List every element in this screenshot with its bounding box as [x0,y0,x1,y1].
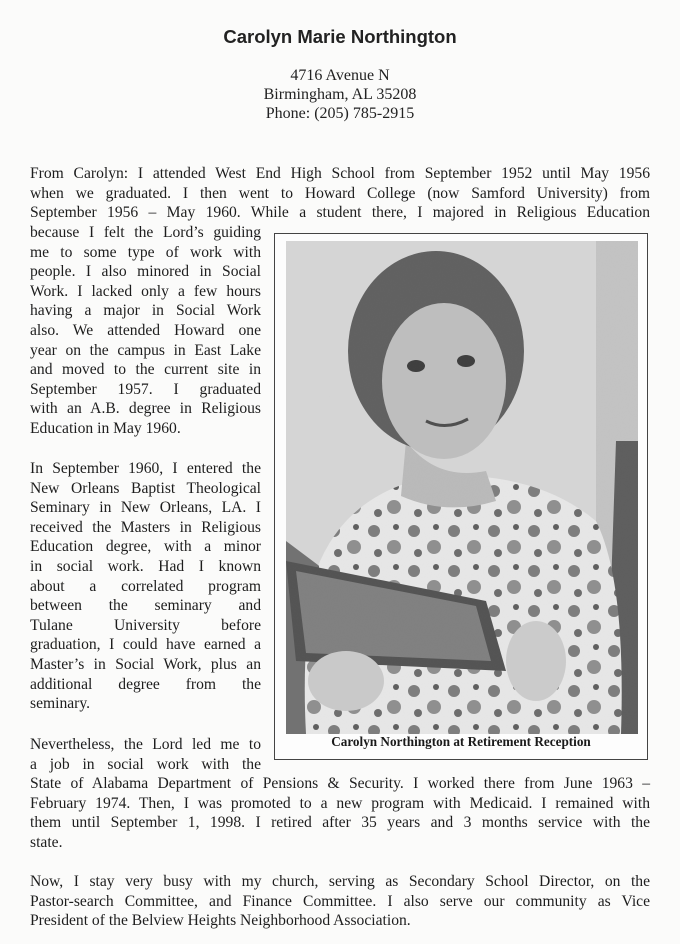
education-paragraph [30,223,261,439]
address-street: 4716 Avenue N [290,67,390,84]
text-line: people. I also minored in Social [30,263,261,281]
text-line: Work. I lacked only a few hours [30,282,261,300]
address-city: Birmingham, AL 35208 [263,86,417,103]
text-line: New Orleans Baptist Theological [30,479,261,497]
text-line: September 1956 – May 1960. While a student there, I majored in Religious Education [30,204,650,222]
text-line: me to some type of work with [30,243,261,261]
text-line: because I felt the Lord’s guiding [30,224,261,241]
address-phone: Phone: (205) 785-2915 [265,105,415,122]
career-paragraph-start [30,735,261,774]
text-line: received the Masters in Religious [30,518,261,536]
text-line: additional degree from the [30,675,261,693]
text-line: when we graduated. I then went to Howard College (now Samford University) from [30,184,650,202]
text-line: Nevertheless, the Lord led me to [30,736,261,753]
text-line: February 1974. Then, I was promoted to a new program with Medicaid. I remained with [30,794,650,812]
text-line: about a correlated program [30,577,261,595]
text-line: Pastor-search Committee, and Finance Committee. I also serve our community as Vice [30,892,650,910]
portrait-image-icon [286,241,638,734]
seminary-paragraph [30,459,261,714]
text-line: Education in May 1960. [30,419,181,437]
portrait-photo [286,241,638,734]
text-line: graduation, I could have earned a [30,636,261,654]
community-paragraph [30,872,650,931]
text-line: From Carolyn: I attended West End High School from September 1952 until May 1956 [30,165,650,182]
text-line: President of the Belview Heights Neighborhood Association. [30,912,411,930]
photo-frame [274,233,648,760]
text-line: Now, I stay very busy with my church, serving as Secondary School Director, on the [30,873,650,890]
text-line: Tulane University before [30,616,261,634]
text-line: September 1957. I graduated [30,380,261,398]
text-line: a job in social work with the [30,755,261,773]
text-line: between the seminary and [30,597,261,615]
text-line: them until September 1, 1998. I retired after 35 years and 3 months service with the [30,814,650,832]
text-line: Seminary in New Orleans, LA. I [30,499,261,517]
text-line: In September 1960, I entered the [30,460,261,477]
text-line: also. We attended Howard one [30,321,261,339]
intro-paragraph [30,164,650,223]
photo-caption: Carolyn Northington at Retirement Reception [331,734,591,749]
text-line: state. [30,833,63,851]
text-line: Education degree, with a minor [30,538,261,556]
address-block [0,66,680,123]
text-line: with an A.B. degree in Religious [30,400,261,418]
text-line: seminary. [30,695,91,713]
text-line: Master’s in Social Work, plus an [30,655,261,673]
text-line: and moved to the current site in [30,361,261,379]
text-line: in social work. Had I known [30,557,261,575]
document-title: Carolyn Marie Northington [223,26,457,47]
text-line: State of Alabama Department of Pensions & Security. I worked there from June 1963 – [30,775,650,792]
text-line: year on the campus in East Lake [30,341,261,359]
text-line: having a major in Social Work [30,302,261,320]
career-paragraph-rest [30,774,650,852]
